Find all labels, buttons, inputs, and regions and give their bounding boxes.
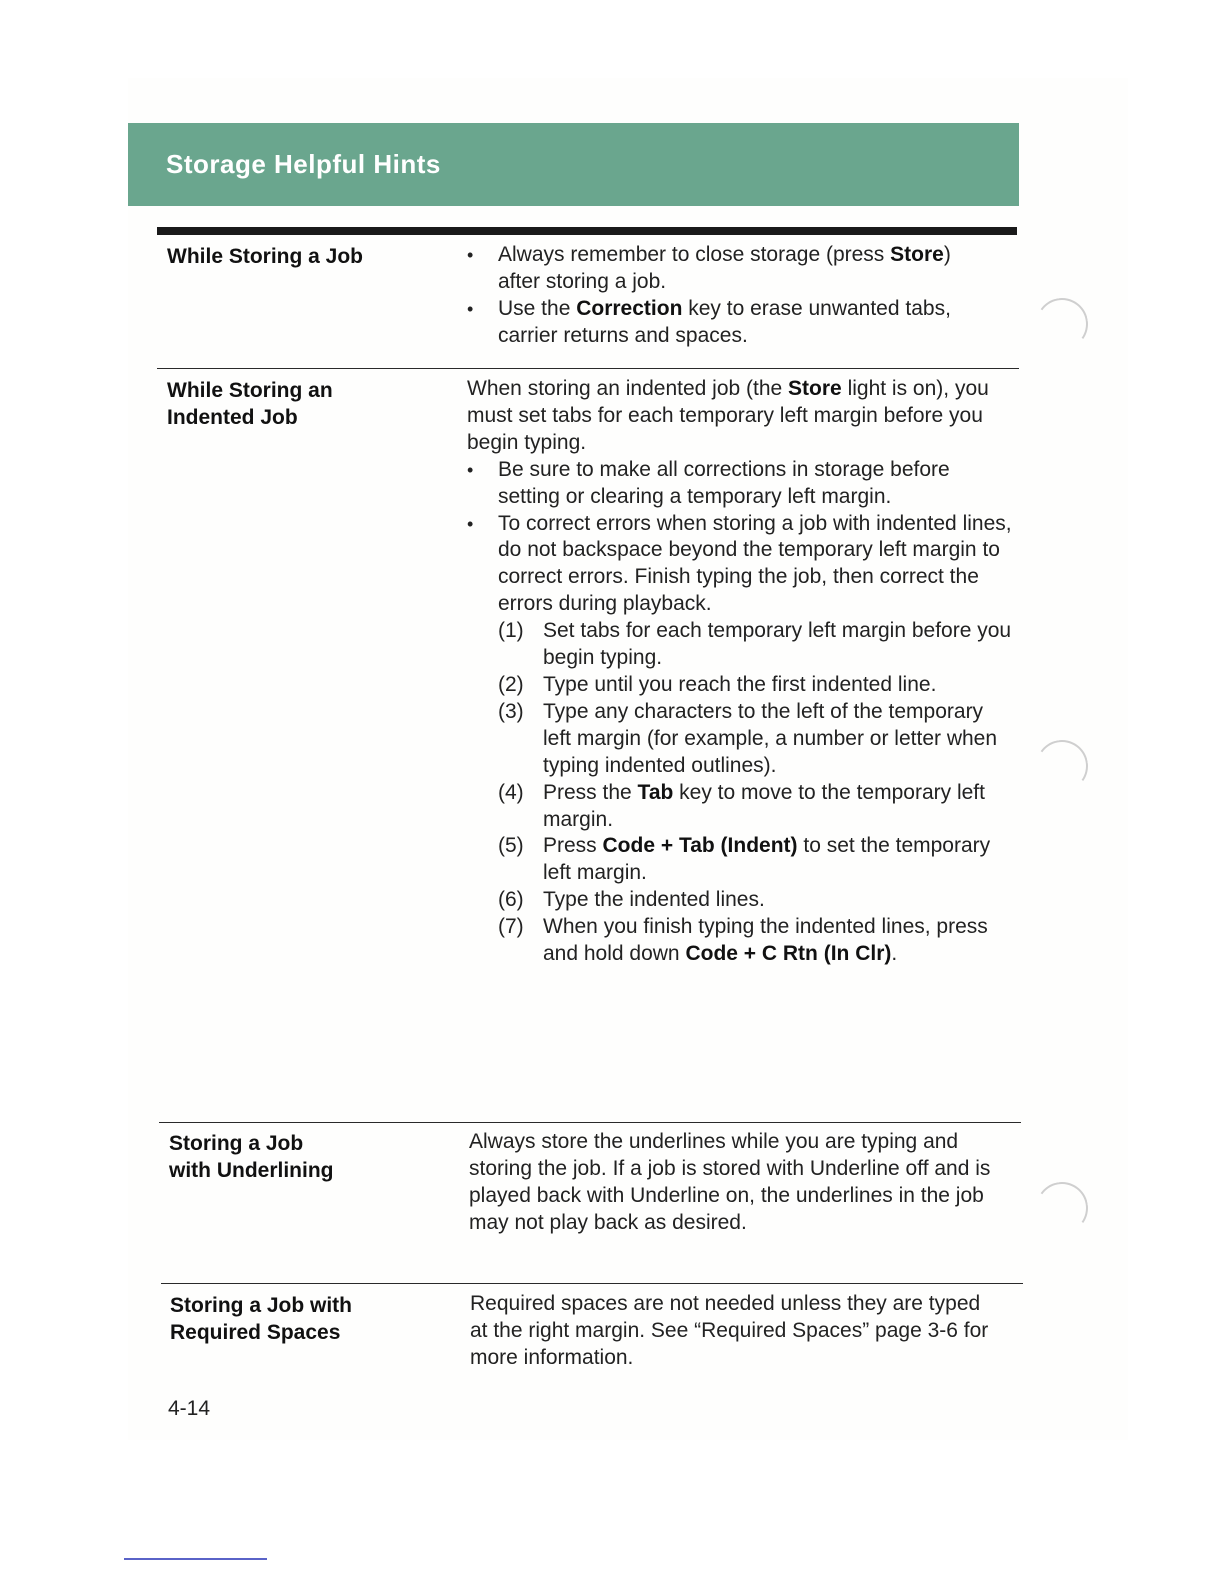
section-heading-indented-job: While Storing an Indented Job: [167, 379, 333, 429]
section-body-indented-job: [467, 376, 1012, 968]
bullet-item: • Be sure to make all corrections in storage before setting or clearing a temporary left margin.: [467, 457, 1012, 511]
top-divider: [157, 227, 1017, 235]
section-body-underlining: [469, 1129, 1014, 1237]
numbered-step: (2) Type until you reach the first indented line.: [498, 672, 937, 696]
section-divider: [161, 1283, 1023, 1284]
numbered-step: (7) When you finish typing the indented lines, press and hold down Code + C Rtn (In Clr).: [498, 915, 988, 966]
intro-paragraph: When storing an indented job (the Store light is on), you must set tabs for each temporary left margin before you begin typing.: [467, 377, 989, 454]
footer-line: [124, 1558, 267, 1560]
numbered-step: (5) Press Code + Tab (Indent) to set the temporary left margin.: [498, 834, 991, 885]
bullet-item: • To correct errors when storing a job with indented lines, do not backspace beyond the temporary left margin to correct errors. Finish typing the job, then correct the errors during playback.: [467, 511, 1012, 619]
numbered-step: (6) Type the indented lines.: [498, 888, 765, 912]
section-body-storing-job: [467, 242, 987, 350]
section-heading-storing-job: While Storing a Job: [167, 245, 364, 268]
page-title: Storage Helpful Hints: [166, 149, 441, 179]
bullet-item: • Use the Correction key to erase unwanted tabs, carrier returns and spaces.: [467, 296, 987, 350]
paragraph: Always store the underlines while you are typing and storing the job. If a job is stored with Underline off and is played back with Underline on, the underlines in the job may not play back as desired.: [469, 1130, 991, 1234]
numbered-step: (3) Type any characters to the left of the temporary left margin (for example, a number or letter when typing indented outlines).: [498, 699, 998, 777]
section-divider: [159, 1122, 1021, 1123]
section-divider: [157, 368, 1019, 369]
section-heading-required-spaces: Storing a Job with Required Spaces: [170, 1294, 352, 1344]
paragraph: Required spaces are not needed unless they are typed at the right margin. See “Required Spaces” page 3-6 for more information.: [470, 1292, 989, 1369]
numbered-step: (4) Press the Tab key to move to the temporary left margin.: [498, 780, 985, 831]
page-number: 4-14: [168, 1397, 211, 1420]
section-body-required-spaces: [470, 1291, 990, 1372]
header-banner: [128, 123, 1019, 206]
bullet-item: • Always remember to close storage (press Store) after storing a job.: [467, 242, 987, 296]
numbered-step: (1) Set tabs for each temporary left margin before you begin typing.: [498, 619, 1012, 670]
section-heading-underlining: Storing a Job with Underlining: [169, 1132, 334, 1182]
